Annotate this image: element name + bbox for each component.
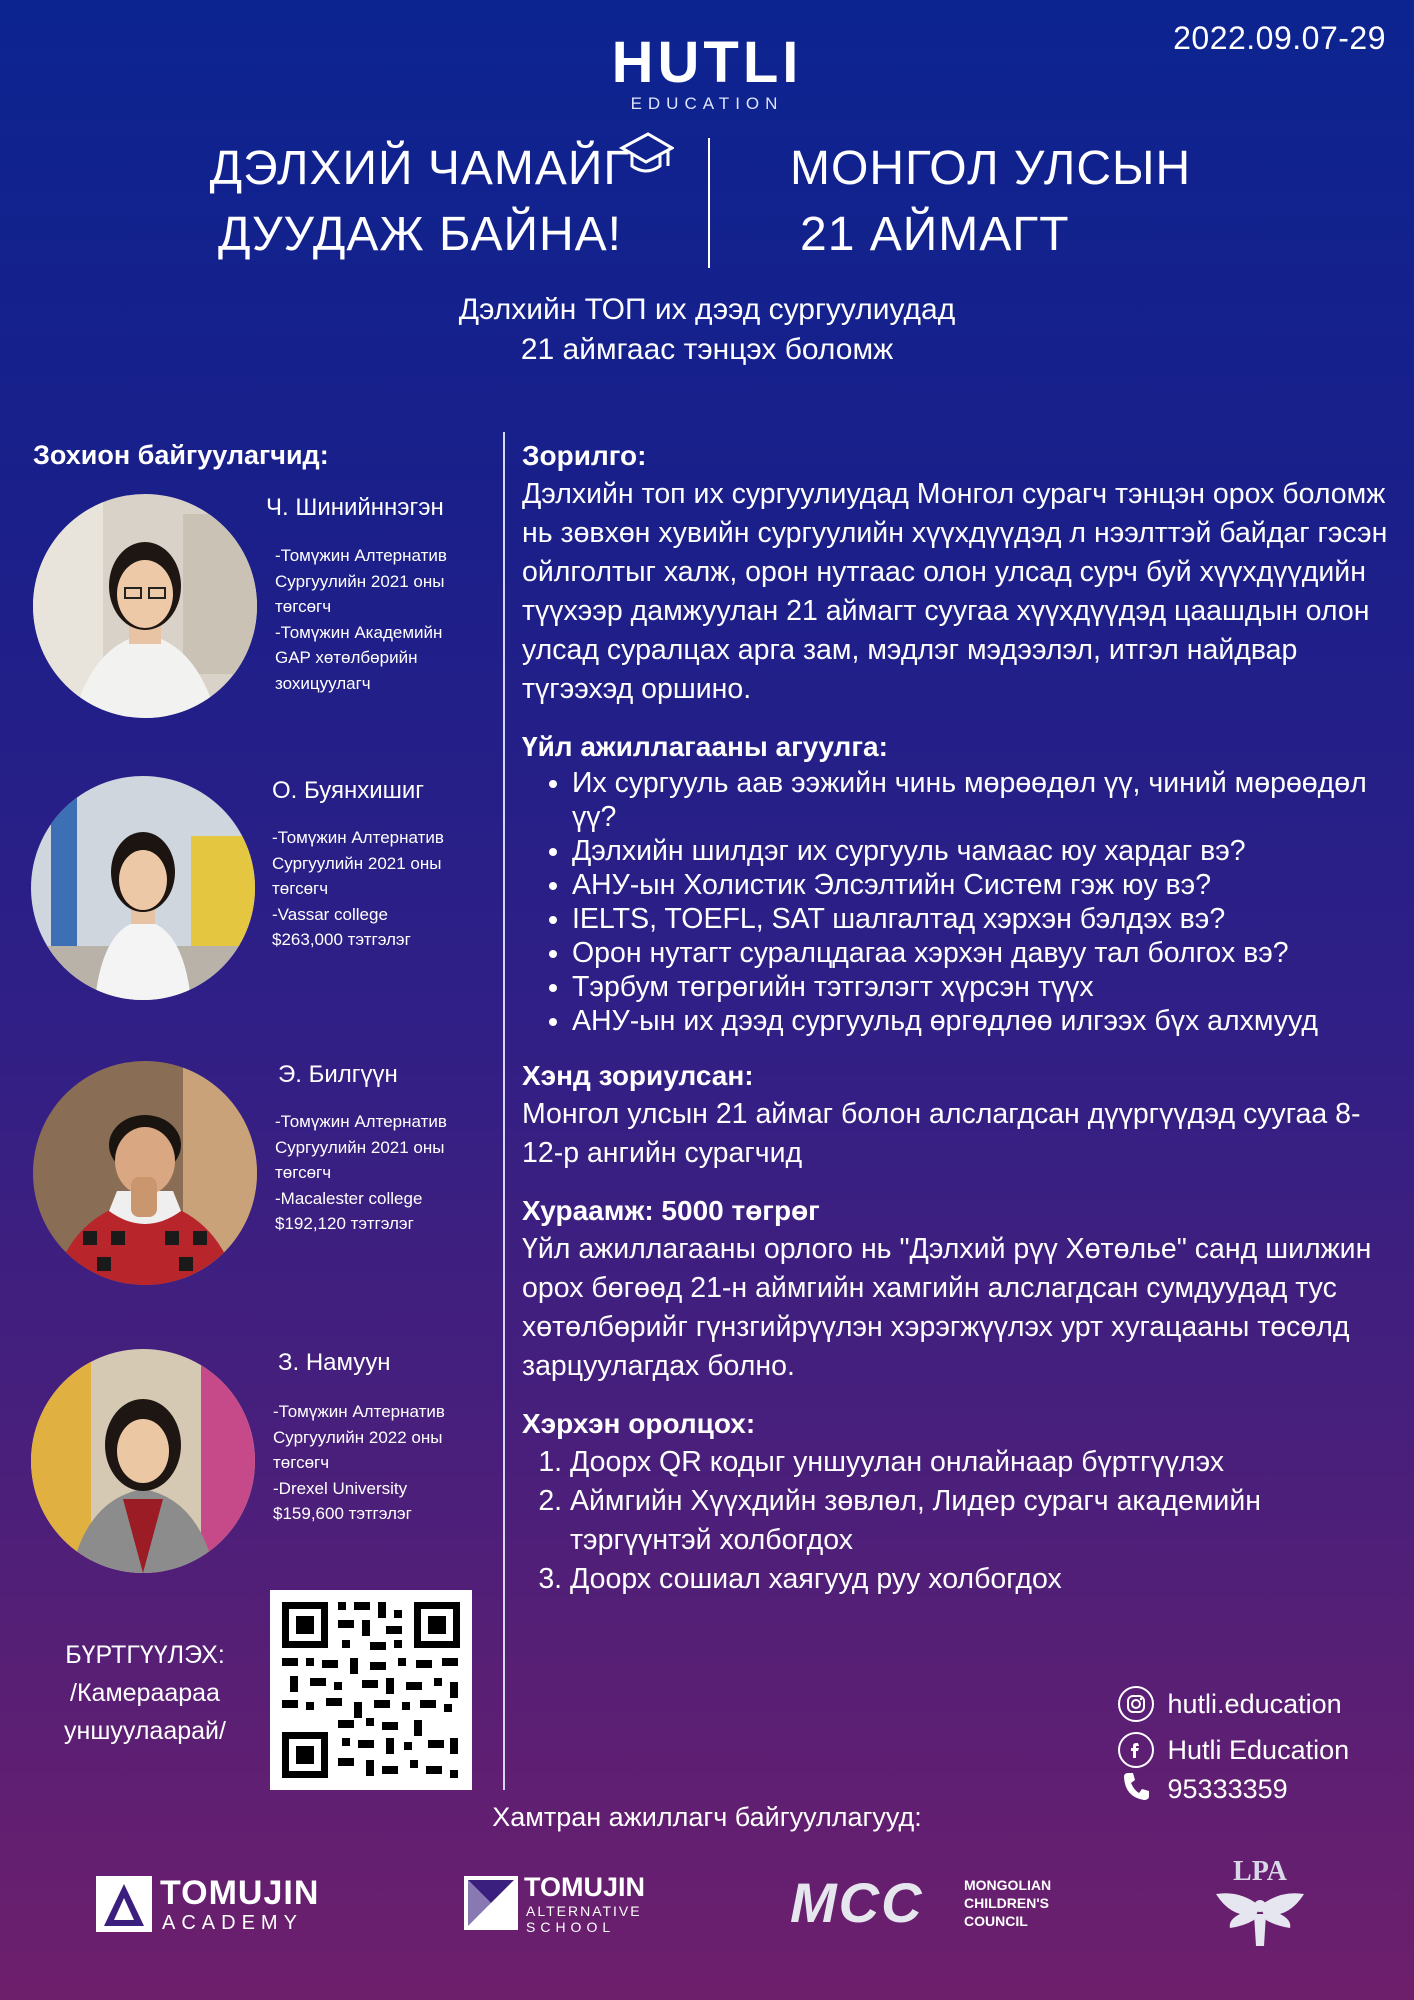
tomujin-school-logo: [464, 1872, 664, 1938]
person-1-desc-line: -Томүжин Академийн: [275, 622, 443, 642]
fee-title: Хураамж: 5000 төгрөг: [522, 1195, 820, 1226]
event-date: 2022.09.07-29: [1173, 20, 1386, 56]
tomujin-school-sub2: SCHOOL: [526, 1919, 616, 1935]
facebook-name: Hutli Education: [1167, 1734, 1350, 1765]
person-3-desc: [275, 1109, 447, 1237]
mcc-mark: MCC: [790, 1871, 924, 1934]
headline-left-line1: ДЭЛХИЙ ЧАМАЙГ: [209, 142, 631, 195]
mcc-text-line: CHILDREN'S: [964, 1895, 1049, 1911]
facebook-contact[interactable]: [1118, 1732, 1349, 1768]
lpa-logo: [1210, 1856, 1310, 1956]
avatar-person-2: [31, 776, 255, 1000]
program-details: [522, 436, 1392, 1599]
person-3-desc-line: -Томүжин Алтернатив: [275, 1112, 447, 1131]
goal-title: Зорилго:: [522, 440, 647, 471]
list-item: • АНУ-ын их дээд сургуульд өргөдлөө илгээх бүх алхмууд: [572, 1004, 1392, 1038]
person-2-name: О. Буянхишиг: [272, 777, 425, 804]
lpa-wings-icon: [1210, 1886, 1310, 1956]
mcc-text: [964, 1876, 1051, 1930]
person-2-desc-line: -Vassar college: [272, 904, 388, 924]
registration-line: БҮРТГҮҮЛЭХ:: [65, 1641, 225, 1669]
mcc-text-line: COUNCIL: [964, 1913, 1028, 1929]
person-4-desc-line: Сургуулийн 2022 оны: [273, 1427, 443, 1447]
phone-number: 95333359: [1167, 1774, 1288, 1804]
person-1-desc-line: төгсөгч: [275, 597, 332, 616]
organizers-title: Зохион байгуулагчид:: [33, 440, 329, 470]
person-1-desc-line: -Томүжин Алтернатив: [275, 546, 447, 565]
instagram-handle: hutli.education: [1167, 1688, 1342, 1719]
tomujin-academy-name: TOMUJIN: [160, 1874, 320, 1912]
activities-list: [522, 766, 1392, 1038]
person-2-desc-line: $263,000 тэтгэлэг: [272, 930, 411, 949]
subtitle-line2: 21 аймгаас тэнцэх боломж: [520, 333, 894, 366]
person-2-desc-line: -Томүжин Алтернатив: [272, 828, 444, 847]
list-item: • IELTS, TOEFL, SAT шалгалтад хэрхэн бэлдэх вэ?: [572, 902, 1392, 936]
mcc-text-line: MONGOLIAN: [964, 1877, 1052, 1893]
tomujin-academy-icon: [96, 1876, 152, 1932]
person-3-desc-line: $192,120 тэтгэлэг: [275, 1214, 414, 1233]
list-item: • Тэрбум төгрөгийн тэтгэлэгт хүрсэн түүх: [572, 970, 1392, 1004]
person-2-desc: [272, 825, 444, 953]
headline-left-line2: ДУУДАЖ БАЙНА!: [217, 208, 623, 261]
subtitle-line1: Дэлхийн ТОП их дээд сургуулиудад: [458, 293, 956, 326]
tomujin-academy-sub: ACADEMY: [162, 1912, 303, 1934]
headline-right-line2: 21 АЙМАГТ: [800, 208, 1070, 261]
instagram-icon: [1118, 1686, 1154, 1722]
person-3-desc-line: Сургуулийн 2021 оны: [275, 1137, 445, 1157]
join-steps: [522, 1443, 1392, 1599]
person-1-desc-line: зохицуулагч: [275, 673, 371, 693]
activities-title: Үйл ажиллагааны агуулга:: [522, 731, 888, 762]
registration-line: уншуулаарай/: [64, 1717, 226, 1745]
person-3-desc-line: -Macalester college: [275, 1188, 423, 1208]
graduation-cap-icon: [618, 124, 674, 180]
person-4-desc-line: $159,600 тэтгэлэг: [273, 1504, 412, 1523]
mongolian-childrens-council-logo: [790, 1872, 1070, 1938]
tomujin-academy-logo: [96, 1872, 336, 1938]
tomujin-school-name: TOMUJIN: [524, 1872, 646, 1902]
headline-left: [150, 136, 690, 268]
person-3-name: Э. Билгүүн: [278, 1061, 398, 1088]
avatar-person-4: [31, 1349, 255, 1573]
logo-sub-text: EDUCATION: [630, 94, 784, 113]
person-1-name: Ч. Шинийннэгэн: [266, 494, 444, 521]
list-item: 2. Аймгийн Хүүхдийн зөвлөл, Лидер сурагч академийн тэргүүнтэй холбогдох: [570, 1482, 1392, 1560]
join-title: Хэрхэн оролцох:: [522, 1408, 756, 1439]
facebook-icon: [1118, 1732, 1154, 1768]
registration-qr-code[interactable]: [270, 1590, 472, 1790]
avatar-person-3: [33, 1061, 257, 1285]
list-item: • Орон нутагт суралцдагаа хэрхэн давуу тал болгох вэ?: [572, 936, 1392, 970]
person-1-desc: [275, 543, 447, 696]
person-2-desc-line: Сургуулийн 2021 оны: [272, 853, 442, 873]
person-1-desc-line: GAP хөтөлбөрийн: [275, 648, 418, 667]
person-4-desc: [273, 1399, 445, 1527]
person-2-desc-line: төгсөгч: [272, 879, 329, 898]
list-item: • Их сургууль аав ээжийн чинь мөрөөдөл үү, чиний мөрөөдөл үү?: [572, 766, 1392, 834]
tomujin-school-sub1: ALTERNATIVE: [526, 1903, 642, 1919]
column-divider: [503, 432, 505, 1790]
logo-main-text: HUTLI: [611, 30, 803, 95]
goal-text: Дэлхийн топ их сургуулиудад Монгол сурагч тэнцэн орох боломж нь зөвхөн хувийн сургуулийн хүүхдүүдэд л нээлттэй байдаг гэсэн ойлголтыг халж, орон нутгаас олон улсад сурч буй хүүхдүүдийн түүхээр дамжуулан 21 аймагт суугаа хүүхдүүдэд цаашдын олон улсад суралцах арга зам, мэдлэг мэдээлэл, итгэл найдвар түгээхэд оршино.: [522, 478, 1388, 705]
avatar-person-1: [33, 494, 257, 718]
tomujin-school-icon: [464, 1876, 518, 1930]
person-4-desc-line: төгсөгч: [273, 1453, 330, 1472]
fee-text: Үйл ажиллагааны орлого нь "Дэлхий рүү Хөтөлье" санд шилжин орох бөгөөд 21-н аймгийн хамгийн алслагдсан сумдуудад тус хөтөлбөрийг гүнзгийрүүлэн хэрэгжүүлэх урт хугацааны төсөлд зарцуулагдах болно.: [522, 1233, 1372, 1382]
person-3-desc-line: төгсөгч: [275, 1163, 332, 1182]
partners-title: Хамтран ажиллагч байгууллагууд:: [492, 1802, 922, 1832]
list-item: 3. Доорх сошиал хаягууд руу холбогдох: [570, 1560, 1392, 1599]
person-1-desc-line: Сургуулийн 2021 оны: [275, 571, 445, 591]
registration-line: /Камераараа: [70, 1679, 220, 1707]
hutli-logo: [0, 30, 1414, 114]
headline-right-line1: МОНГОЛ УЛСЫН: [790, 142, 1192, 195]
list-item: • АНУ-ын Холистик Элсэлтийн Систем гэж юу вэ?: [572, 868, 1392, 902]
registration-label: [30, 1636, 260, 1750]
person-4-desc-line: -Drexel University: [273, 1478, 408, 1498]
person-4-desc-line: -Томүжин Алтернатив: [273, 1402, 445, 1421]
person-4-name: З. Намуун: [278, 1349, 391, 1376]
audience-title: Хэнд зориулсан:: [522, 1060, 754, 1091]
lpa-text: LPA: [1233, 1856, 1287, 1887]
headline-right: [790, 136, 1260, 268]
headline-divider: [708, 138, 710, 268]
instagram-contact[interactable]: [1118, 1686, 1342, 1722]
subtitle: [0, 290, 1414, 370]
list-item: • Дэлхийн шилдэг их сургууль чамаас юу хардаг вэ?: [572, 834, 1392, 868]
list-item: 1. Доорх QR кодыг уншуулан онлайнаар бүртгүүлэх: [570, 1443, 1392, 1482]
audience-text: Монгол улсын 21 аймаг болон алслагдсан дүүргүүдэд суугаа 8-12-р ангийн сурагчид: [522, 1098, 1361, 1169]
